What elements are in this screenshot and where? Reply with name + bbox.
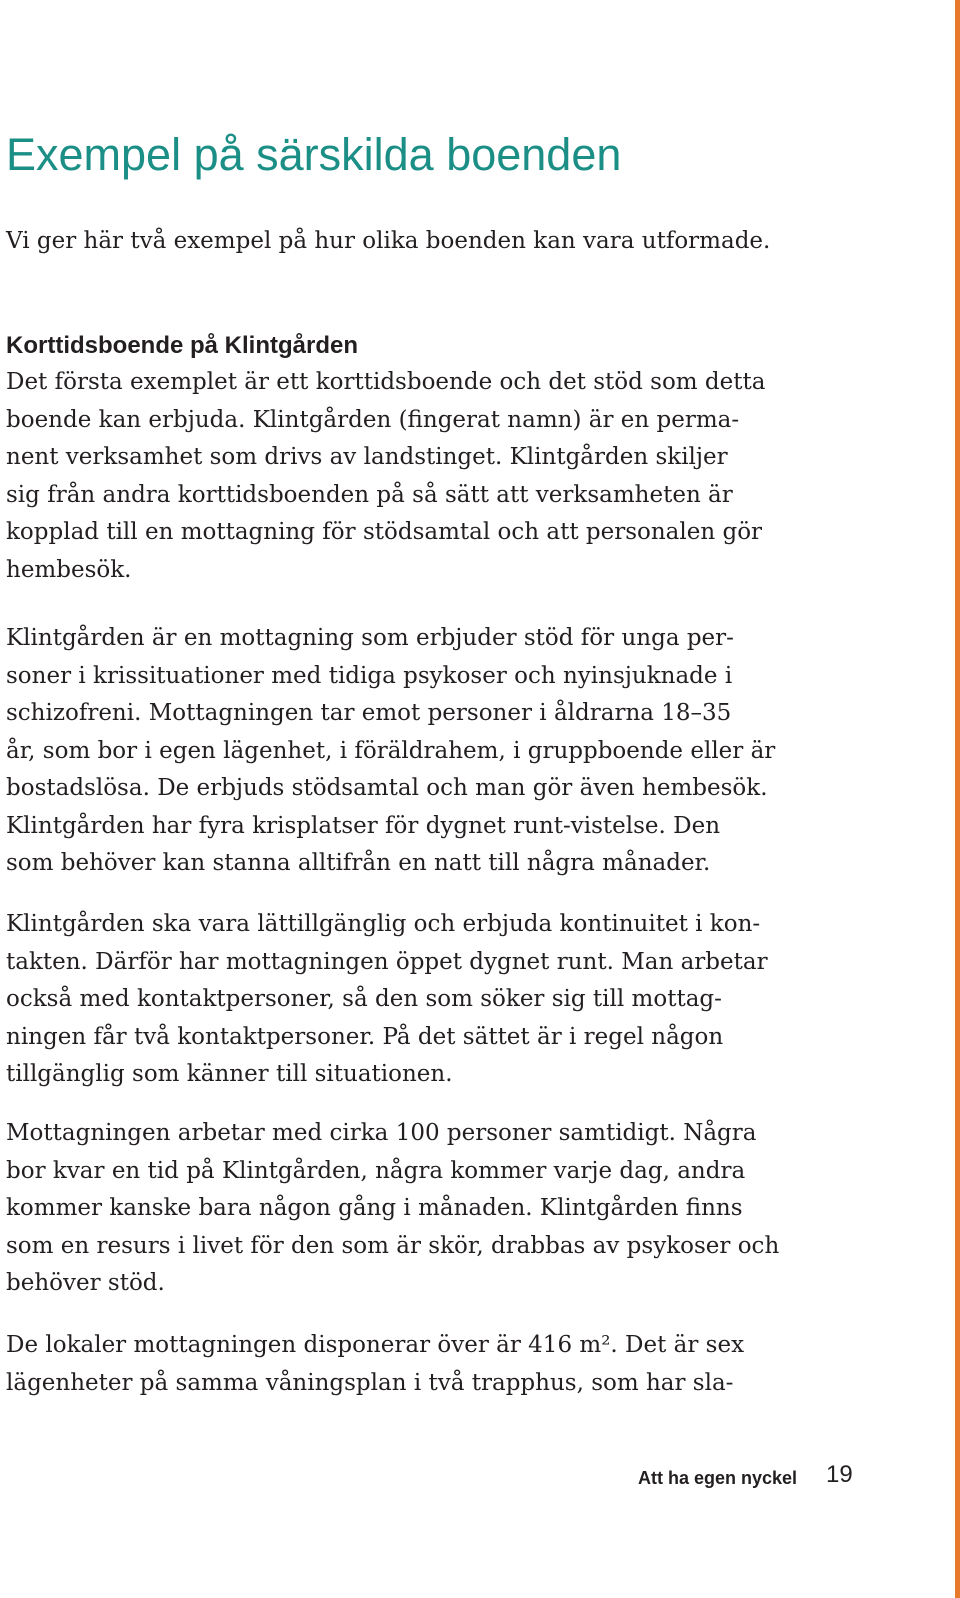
paragraph-line: som behöver kan stanna alltifrån en natt till några månader. — [6, 850, 711, 876]
intro-line: Vi ger här två exempel på hur olika boenden kan vara utformade. — [6, 228, 771, 254]
paragraph-line: nent verksamhet som drivs av landstinget. Klintgården skiljer — [6, 444, 728, 470]
paragraph-line: Klintgården har fyra krisplatser för dygnet runt-vistelse. Den — [6, 812, 721, 839]
paragraph-line: Det första exemplet är ett korttidsboende och det stöd som detta — [6, 369, 766, 395]
page-number: 19 — [826, 1461, 853, 1488]
paragraph-line: takten. Därför har mottagningen öppet dygnet runt. Man arbetar — [6, 948, 768, 975]
paragraph-4 — [6, 1115, 876, 1303]
paragraph-1 — [6, 364, 876, 589]
paragraph-line: ningen får två kontaktpersoner. På det sättet är i regel någon — [6, 1023, 724, 1050]
paragraph-line: bor kvar en tid på Klintgården, några kommer varje dag, andra — [6, 1157, 746, 1184]
section-heading: Korttidsboende på Klintgården — [6, 332, 359, 359]
paragraph-line: kopplad till en mottagning för stödsamtal och att personalen gör — [6, 519, 763, 545]
paragraph-line: De lokaler mottagningen disponerar över är 416 m². Det är sex — [6, 1332, 745, 1358]
paragraph-line: schizofreni. Mottagningen tar emot personer i åldrarna 18–35 — [6, 700, 732, 726]
paragraph-line: som en resurs i livet för den som är skör, drabbas av psykoser och — [6, 1232, 780, 1259]
paragraph-line: Klintgården ska vara lättillgänglig och erbjuda kontinuitet i kon- — [6, 911, 761, 937]
paragraph-line: boende kan erbjuda. Klintgården (fingerat namn) är en perma- — [6, 406, 740, 433]
publication-title: Att ha egen nyckel — [638, 1468, 798, 1488]
paragraph-line: behöver stöd. — [6, 1270, 165, 1296]
paragraph-line: också med kontaktpersoner, så den som söker sig till mottag- — [6, 986, 722, 1012]
paragraph-5 — [6, 1327, 876, 1402]
page-title: Exempel på särskilda boenden — [6, 129, 622, 180]
paragraph-line: kommer kanske bara någon gång i månaden. Klintgården finns — [6, 1195, 743, 1221]
paragraph-line: år, som bor i egen lägenhet, i föräldrahem, i gruppboende eller är — [6, 737, 776, 764]
paragraph-line: bostadslösa. De erbjuds stödsamtal och man gör även hembesök. — [6, 775, 768, 801]
paragraph-line: Klintgården är en mottagning som erbjuder stöd för unga per- — [6, 625, 734, 651]
intro-paragraph — [6, 223, 876, 261]
accent-margin-bar — [955, 0, 960, 1598]
paragraph-line: hembesök. — [6, 556, 132, 583]
paragraph-3 — [6, 906, 876, 1094]
paragraph-line: Mottagningen arbetar med cirka 100 personer samtidigt. Några — [6, 1120, 757, 1146]
paragraph-line: lägenheter på samma våningsplan i två trapphus, som har sla- — [6, 1369, 734, 1396]
paragraph-2 — [6, 620, 876, 883]
paragraph-line: soner i krissituationer med tidiga psykoser och nyinsjuknade i — [6, 662, 733, 689]
paragraph-line: tillgänglig som känner till situationen. — [6, 1061, 453, 1087]
paragraph-line: sig från andra korttidsboenden på så sätt att verksamheten är — [6, 481, 733, 508]
